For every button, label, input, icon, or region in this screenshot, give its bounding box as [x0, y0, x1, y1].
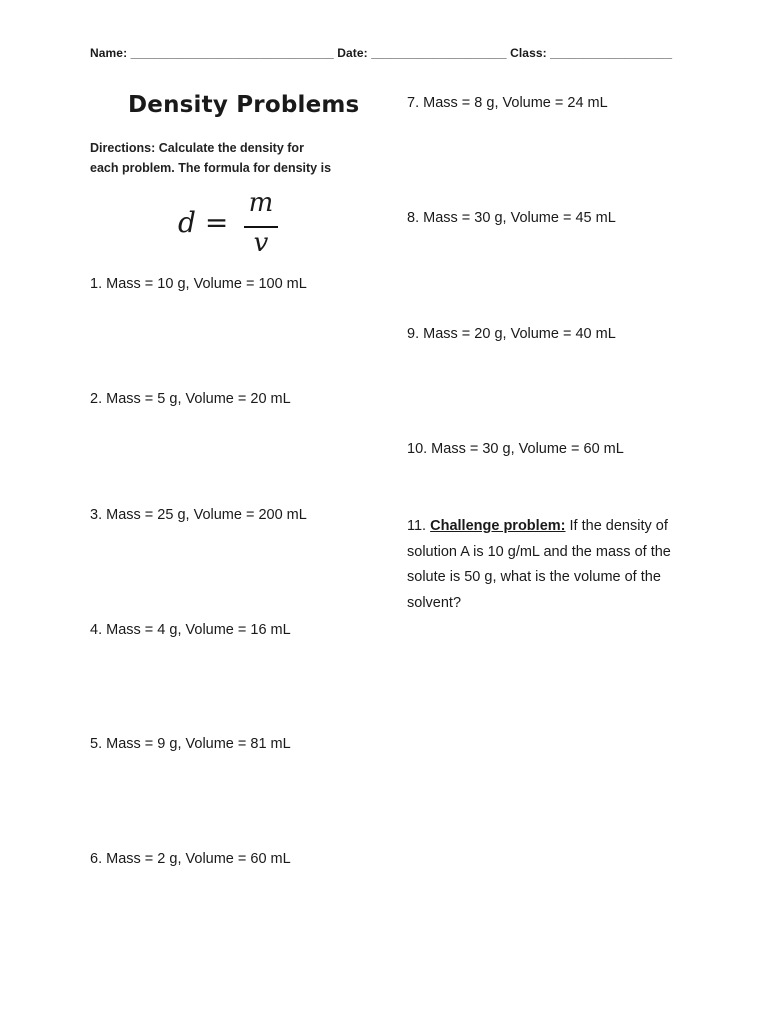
- formula-lhs: d =: [178, 206, 229, 239]
- problem-5: 5. Mass = 9 g, Volume = 81 mL: [90, 736, 291, 752]
- density-formula: [178, 188, 288, 264]
- problem-7: 7. Mass = 8 g, Volume = 24 mL: [407, 95, 608, 111]
- page-title: Density Problems: [128, 92, 360, 118]
- challenge-problem: [407, 514, 687, 616]
- challenge-text: If the density of solution A is 10 g/mL and the mass of the solute is 50 g, what is the volume of the solvent?: [407, 518, 671, 611]
- student-info-line: Name: ______________________________ Date: ____________________ Class: __________________: [90, 46, 673, 60]
- problem-9: 9. Mass = 20 g, Volume = 40 mL: [407, 326, 616, 342]
- problem-8: 8. Mass = 30 g, Volume = 45 mL: [407, 210, 616, 226]
- challenge-label: Challenge problem:: [430, 518, 566, 534]
- problem-6: 6. Mass = 2 g, Volume = 60 mL: [90, 851, 291, 867]
- challenge-number: 11.: [407, 518, 427, 534]
- formula-numerator: m: [248, 188, 274, 218]
- problem-4: 4. Mass = 4 g, Volume = 16 mL: [90, 622, 291, 638]
- problem-2: 2. Mass = 5 g, Volume = 20 mL: [90, 391, 291, 407]
- problem-3: 3. Mass = 25 g, Volume = 200 mL: [90, 507, 307, 523]
- directions-text: Directions: Calculate the density for each problem. The formula for density is: [90, 141, 332, 175]
- formula-denominator: v: [253, 228, 269, 258]
- problem-10: 10. Mass = 30 g, Volume = 60 mL: [407, 441, 624, 457]
- problem-1: 1. Mass = 10 g, Volume = 100 mL: [90, 276, 307, 292]
